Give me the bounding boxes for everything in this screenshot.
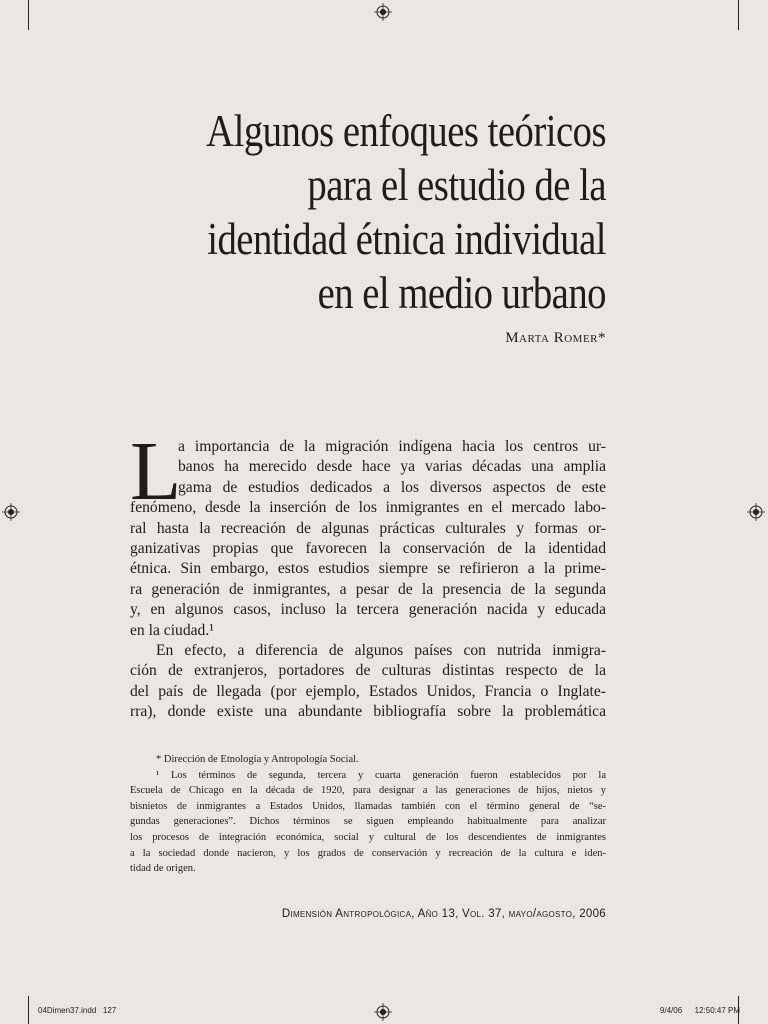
body-text: [130, 437, 606, 722]
footnote-line: Escuela de Chicago en la década de 1920, para designar a las generaciones de hijos, nietos y: [130, 785, 606, 797]
body-line: gama de estudios dedicados a los diversos aspectos de este: [178, 478, 606, 496]
registration-mark-bottom-icon: [374, 1003, 392, 1021]
body-line: étnica. Sin embargo, estos estudios siempre se refirieron a la prime-: [130, 560, 606, 578]
body-line: banos ha merecido desde hace ya varias décadas una amplia: [178, 458, 606, 476]
body-line: fenómeno, desde la inserción de los inmigrantes en el mercado labo-: [130, 499, 606, 517]
slug-time: 12:50:47 PM: [694, 1006, 740, 1015]
footnote-line: los procesos de integración económica, social y cultural de los descendientes de inmigrantes: [130, 831, 606, 843]
crop-mark-top-right: [738, 0, 739, 30]
body-line: rra), donde existe una abundante bibliografía sobre la problemática: [130, 703, 606, 721]
footnote-line: ¹ Los términos de segunda, tercera y cuarta generación fueron establecidos por la: [156, 769, 606, 781]
footnote-line: tidad de origen.: [130, 863, 196, 875]
footnote-line: gundas generaciones”. Dichos términos se siguen empleando habitualmente para analizar: [130, 816, 606, 828]
footnote-line: a la sociedad donde nacieron, y los grados de conservación y recreación de la cultura e iden-: [130, 847, 606, 859]
body-line: del país de llegada (por ejemplo, Estados Unidos, Francia o Inglate-: [130, 682, 606, 700]
body-line: en la ciudad.¹: [130, 621, 214, 639]
registration-mark-left-icon: [2, 503, 20, 521]
author-name: Marta Romer*: [505, 330, 606, 346]
registration-mark-top-icon: [374, 3, 392, 21]
body-line: ra generación de inmigrantes, a pesar de la presencia de la segunda: [130, 580, 606, 598]
slug-timestamp: [660, 1006, 740, 1015]
slug-filename: 04Dimen37.indd 127: [38, 1006, 117, 1015]
article-title: [159, 104, 606, 320]
title-line: identidad étnica individual: [207, 214, 606, 264]
crop-mark-bottom-left: [28, 996, 29, 1024]
crop-mark-top-left: [28, 0, 29, 30]
title-line: para el estudio de la: [307, 160, 606, 210]
registration-mark-right-icon: [747, 503, 765, 521]
drop-cap: L: [130, 425, 182, 518]
title-line: en el medio urbano: [317, 268, 606, 318]
slug-date: 9/4/06: [659, 1006, 683, 1015]
body-line: ganizativas propias que favorecen la conservación de la identidad: [130, 539, 606, 557]
running-foot: Dimensión Antropológica, Año 13, Vol. 37, mayo/agosto, 2006: [281, 908, 606, 920]
body-line: ción de extranjeros, portadores de culturas distintas respecto de la: [130, 662, 606, 680]
footnote-line: bisnietos de inmigrantes a Estados Unidos, llamadas también con el término general de “se-: [130, 800, 606, 812]
footnotes: [130, 752, 606, 877]
body-line: a importancia de la migración indígena hacia los centros ur-: [178, 438, 606, 455]
body-line: ral hasta la recreación de algunas prácticas culturales y formas or-: [130, 519, 606, 537]
title-line: Algunos enfoques teóricos: [206, 106, 607, 156]
body-line: y, en algunos casos, incluso la tercera generación nacida y educada: [130, 601, 606, 619]
footnote-line: * Dirección de Etnología y Antropología Social.: [156, 754, 359, 765]
body-line: En efecto, a diferencia de algunos países con nutrida inmigra-: [156, 641, 606, 659]
